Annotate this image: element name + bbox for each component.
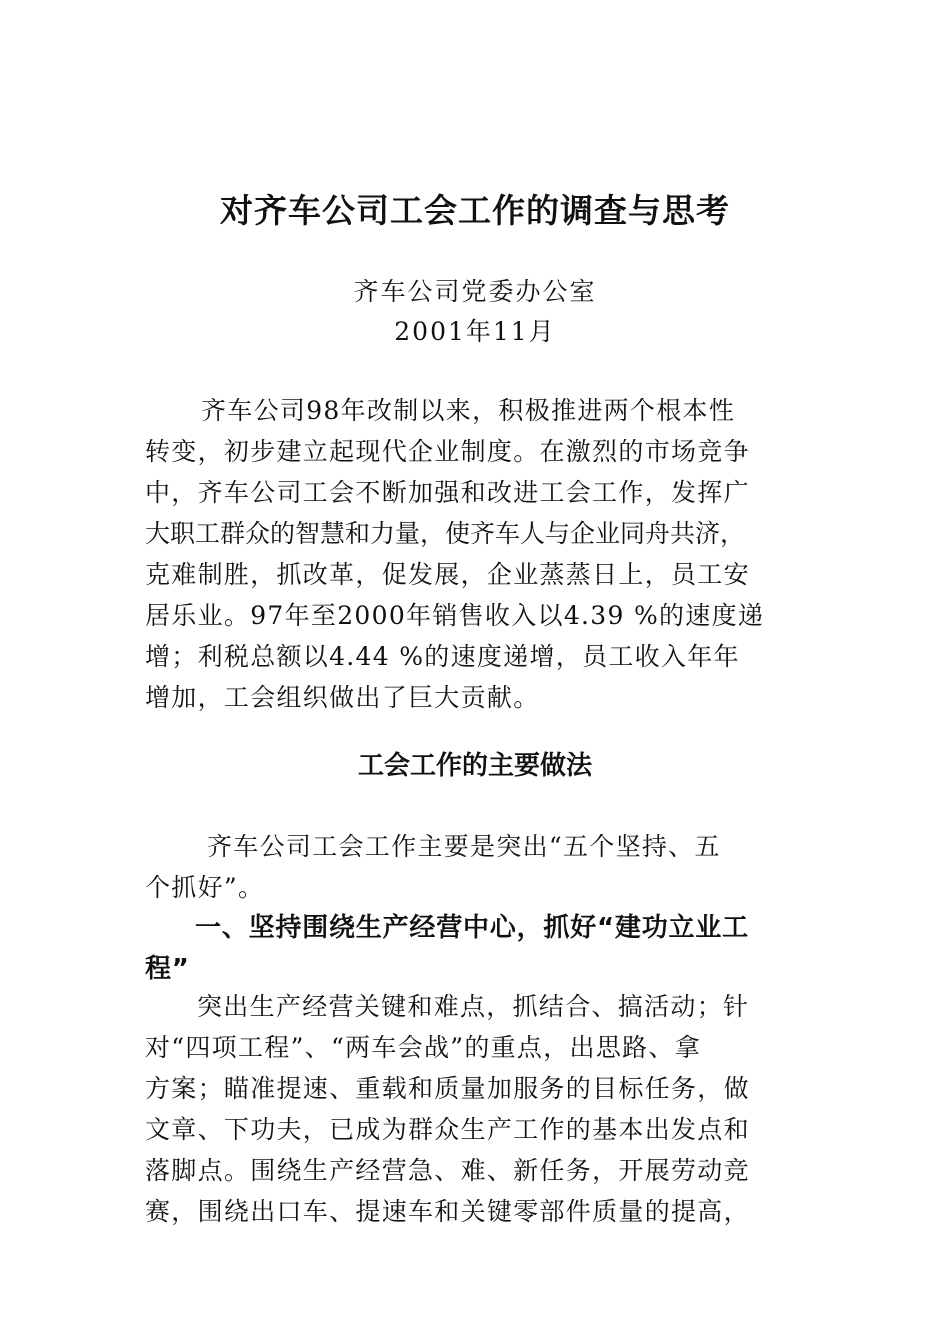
paragraph-line: 居乐业。97年至2000年销售收入以4.39 %的速度递 bbox=[145, 601, 765, 630]
intro-paragraph bbox=[145, 390, 825, 718]
paragraph-line: 对“四项工程”、“两车会战”的重点，出思路、拿 bbox=[145, 1033, 702, 1062]
subheading-line: 一、坚持围绕生产经营中心，抓好“建功立业工 bbox=[195, 913, 749, 943]
summary-paragraph bbox=[145, 826, 825, 908]
paragraph-line: 落脚点。围绕生产经营急、难、新任务，开展劳动竞 bbox=[145, 1156, 750, 1185]
paragraph-line: 大职工群众的智慧和力量，使齐车人与企业同舟共济， bbox=[145, 519, 746, 548]
author-organization: 齐车公司党委办公室 bbox=[353, 277, 597, 306]
paragraph-line: 突出生产经营关键和难点，抓结合、搞活动；针 bbox=[197, 992, 750, 1021]
paragraph-line: 齐车公司98年改制以来，积极推进两个根本性 bbox=[201, 396, 736, 425]
paragraph-line: 克难制胜，抓改革，促发展，企业蒸蒸日上，员工安 bbox=[145, 560, 750, 589]
paragraph-line: 方案；瞄准提速、重载和质量加服务的目标任务，做 bbox=[145, 1074, 750, 1103]
body-paragraph bbox=[145, 986, 825, 1232]
paragraph-line: 赛，围绕出口车、提速车和关键零部件质量的提高， bbox=[145, 1197, 750, 1226]
subheading-line: 程” bbox=[145, 954, 190, 984]
paragraph-line: 中，齐车公司工会不断加强和改进工会工作，发挥广 bbox=[145, 478, 750, 507]
subsection-heading bbox=[145, 908, 825, 990]
paragraph-line: 转变，初步建立起现代企业制度。在激烈的市场竞争 bbox=[145, 437, 750, 466]
paragraph-line: 文章、下功夫，已成为群众生产工作的基本出发点和 bbox=[145, 1115, 750, 1144]
paragraph-line: 增；利税总额以4.44 %的速度递增，员工收入年年 bbox=[145, 642, 740, 671]
section-heading: 工会工作的主要做法 bbox=[357, 751, 592, 781]
paragraph-line: 增加，工会组织做出了巨大贡献。 bbox=[145, 683, 540, 712]
paragraph-line: 个抓好”。 bbox=[145, 873, 265, 902]
document-date: 2001年11月 bbox=[394, 317, 556, 346]
paragraph-line: 齐车公司工会工作主要是突出“五个坚持、五 bbox=[207, 832, 721, 861]
document-title: 对齐车公司工会工作的调查与思考 bbox=[220, 191, 730, 230]
